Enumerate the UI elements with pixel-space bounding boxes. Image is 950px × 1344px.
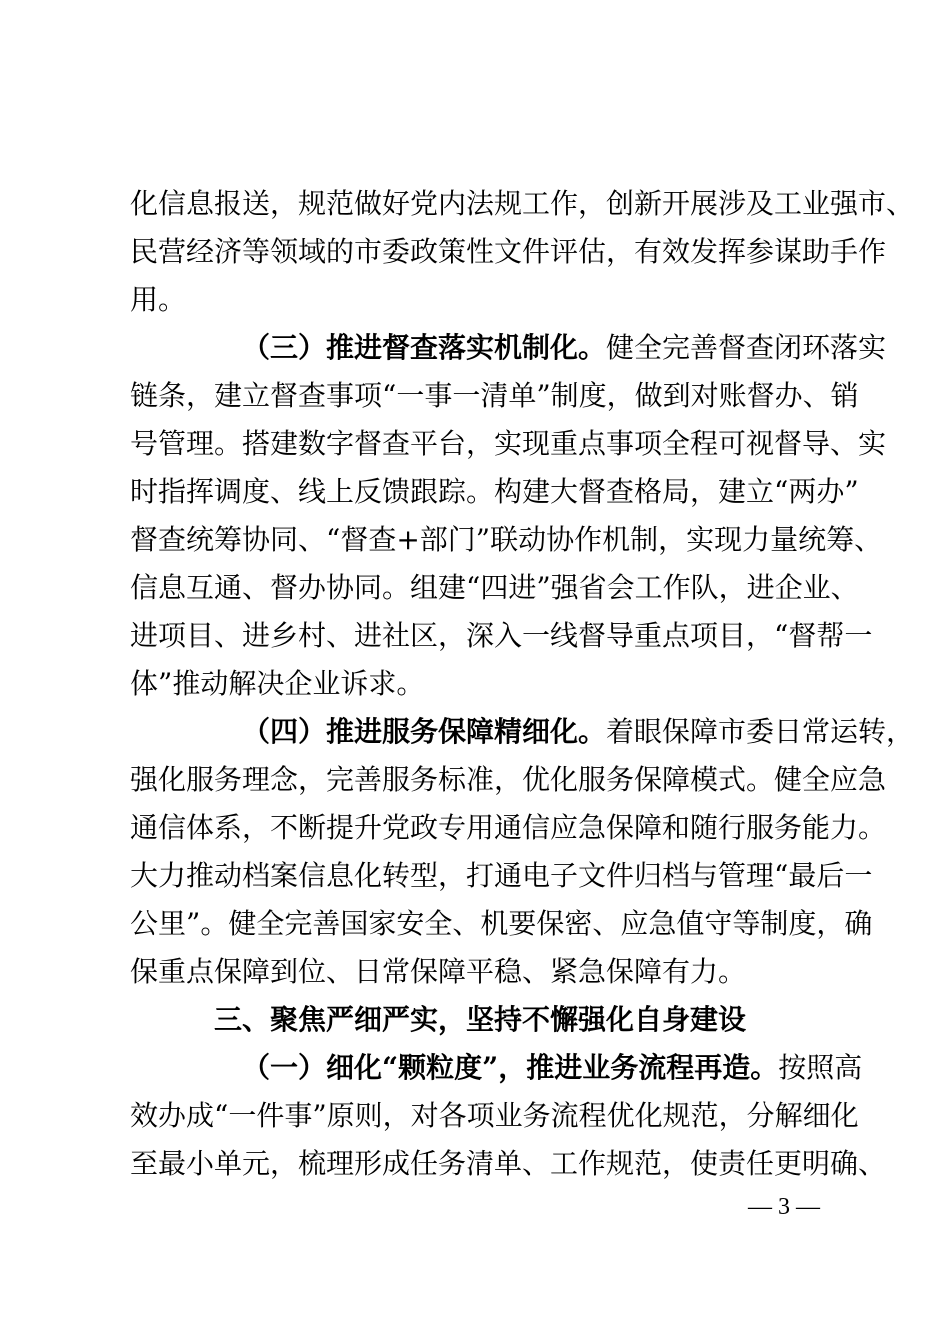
body-line: 进项目、进乡村、进社区，深入一线督导重点项目，“督帮一 xyxy=(130,619,873,652)
body-text: 按照高 xyxy=(778,1051,863,1084)
section-subtitle: （四）推进服务保障精细化。 xyxy=(242,715,607,748)
body-text: 着眼保障市委日常运转， xyxy=(606,715,915,748)
body-line: 民营经济等领域的市委政策性文件评估，有效发挥参谋助手作 xyxy=(130,235,887,268)
body-line: 强化服务理念，完善服务标准，优化服务保障模式。健全应急 xyxy=(130,763,887,796)
body-line: 保重点保障到位、日常保障平稳、紧急保障有力。 xyxy=(130,955,747,988)
section-heading: 三、聚焦严细严实，坚持不懈强化自身建设 xyxy=(213,1003,746,1036)
body-line: 大力推动档案信息化转型，打通电子文件归档与管理“最后一 xyxy=(130,859,873,892)
body-line: 化信息报送，规范做好党内法规工作，创新开展涉及工业强市、 xyxy=(130,187,915,220)
body-text: 健全完善督查闭环落实 xyxy=(606,331,887,364)
body-line: 号管理。搭建数字督查平台，实现重点事项全程可视督导、实 xyxy=(130,427,887,460)
body-line: 链条，建立督查事项“一事一清单”制度，做到对账督办、销 xyxy=(130,379,859,412)
body-line: 用。 xyxy=(130,283,187,316)
paragraph-first-line xyxy=(242,712,915,752)
body-line: 公里”。健全完善国家安全、机要保密、应急值守等制度，确 xyxy=(130,907,873,940)
body-line: 效办成“一件事”原则，对各项业务流程优化规范，分解细化 xyxy=(130,1099,859,1132)
body-line: 体”推动解决企业诉求。 xyxy=(130,667,425,700)
body-line: 信息互通、督办协同。组建“四进”强省会工作队，进企业、 xyxy=(130,571,859,604)
page-number: — 3 — xyxy=(748,1194,820,1220)
body-line: 至最小单元，梳理形成任务清单、工作规范，使责任更明确、 xyxy=(130,1147,887,1180)
section-subtitle: （三）推进督查落实机制化。 xyxy=(242,331,607,364)
body-line: 通信体系，不断提升党政专用通信应急保障和随行服务能力。 xyxy=(130,811,887,844)
section-subtitle: （一）细化“颗粒度”，推进业务流程再造。 xyxy=(242,1051,779,1084)
paragraph-first-line xyxy=(242,1048,863,1088)
paragraph-first-line xyxy=(242,328,887,368)
body-line: 时指挥调度、线上反馈跟踪。构建大督查格局，建立“两办” xyxy=(130,475,859,508)
body-line: 督查统筹协同、“督查+部门”联动协作机制，实现力量统筹、 xyxy=(130,523,883,556)
